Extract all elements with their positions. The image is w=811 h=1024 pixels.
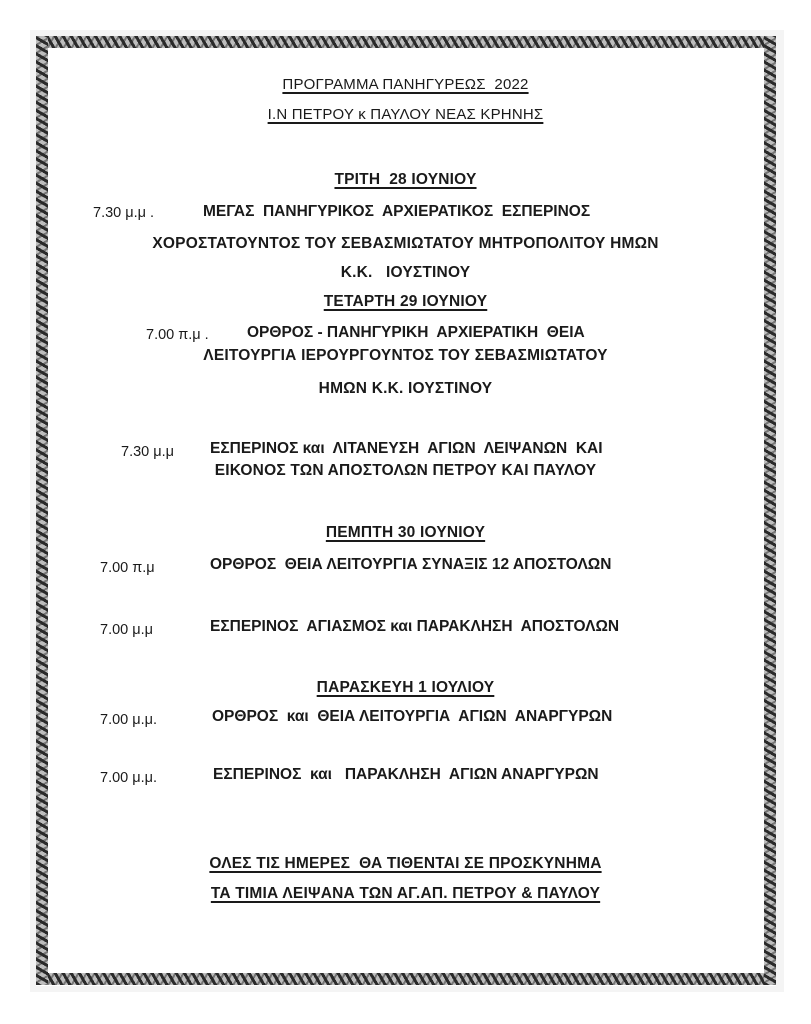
day-heading-friday: ΠΑΡΑΣΚΕΥΗ 1 ΙΟΥΛΙΟΥ: [316, 679, 495, 696]
event-description: ΕΣΠΕΡΙΝΟΣ ΑΓΙΑΣΜΟΣ και ΠΑΡΑΚΛΗΣΗ ΑΠΟΣΤΟΛΩΝ: [210, 618, 620, 635]
document-title: ΠΡΟΓΡΑΜΜΑ ΠΑΝΗΓΥΡΕΩΣ 2022: [282, 76, 529, 93]
event-time: 7.00 π.μ .: [146, 327, 209, 343]
event-description: ΛΕΙΤΟΥΡΓΙΑ ΙΕΡΟΥΡΓΟΥΝΤΟΣ ΤΟΥ ΣΕΒΑΣΜΙΩΤΑΤΟΥ: [203, 347, 608, 364]
event-description: ΟΡΘΡΟΣ ΘΕΙΑ ΛΕΙΤΟΥΡΓΙΑ ΣΥΝΑΞΙΣ 12 ΑΠΟΣΤΟΛΩΝ: [210, 556, 612, 573]
event-time: 7.30 μ.μ .: [93, 205, 155, 221]
footer-note-line-2: ΤΑ ΤΙΜΙΑ ΛΕΙΨΑΝΑ ΤΩΝ ΑΓ.ΑΠ. ΠΕΤΡΟΥ & ΠΑΥΛΟΥ: [210, 885, 601, 902]
event-description: ΕΙΚΟΝΟΣ ΤΩΝ ΑΠΟΣΤΟΛΩΝ ΠΕΤΡΟΥ ΚΑΙ ΠΑΥΛΟΥ: [214, 462, 597, 479]
document-subtitle: Ι.Ν ΠΕΤΡΟΥ κ ΠΑΥΛΟΥ ΝΕΑΣ ΚΡΗΝΗΣ: [267, 106, 544, 123]
day-heading-tuesday: ΤΡΙΤΗ 28 ΙΟΥΝΙΟΥ: [334, 171, 477, 188]
event-time: 7.30 μ.μ: [121, 444, 174, 460]
event-description: ΗΜΩΝ Κ.Κ. ΙΟΥΣΤΙΝΟΥ: [318, 380, 493, 397]
event-time: 7.00 π.μ: [100, 560, 155, 576]
event-description: ΕΣΠΕΡΙΝΟΣ και ΛΙΤΑΝΕΥΣΗ ΑΓΙΩΝ ΛΕΙΨΑΝΩΝ ΚΑΙ: [210, 440, 603, 457]
event-description: ΟΡΘΡΟΣ - ΠΑΝΗΓΥΡΙΚΗ ΑΡΧΙΕΡΑΤΙΚΗ ΘΕΙΑ: [247, 324, 585, 341]
rope-border-bottom: [36, 973, 776, 985]
event-time: 7.00 μ.μ.: [100, 712, 158, 728]
event-description: ΕΣΠΕΡΙΝΟΣ και ΠΑΡΑΚΛΗΣΗ ΑΓΙΩΝ ΑΝΑΡΓΥΡΩΝ: [213, 766, 599, 783]
day-heading-thursday: ΠΕΜΠΤΗ 30 ΙΟΥΝΙΟΥ: [325, 524, 486, 541]
event-time: 7.00 μ.μ.: [100, 770, 158, 786]
day-heading-wednesday: ΤΕΤΑΡΤΗ 29 ΙΟΥΝΙΟΥ: [323, 293, 488, 310]
event-description: ΧΟΡΟΣΤΑΤΟΥΝΤΟΣ ΤΟΥ ΣΕΒΑΣΜΙΩΤΑΤΟΥ ΜΗΤΡΟΠΟΛΙΤΟΥ ΗΜΩΝ: [152, 235, 659, 252]
event-description: ΜΕΓΑΣ ΠΑΝΗΓΥΡΙΚΟΣ ΑΡΧΙΕΡΑΤΙΚΟΣ ΕΣΠΕΡΙΝΟΣ: [203, 203, 591, 220]
event-description: ΟΡΘΡΟΣ και ΘΕΙΑ ΛΕΙΤΟΥΡΓΙΑ ΑΓΙΩΝ ΑΝΑΡΓΥΡΩΝ: [212, 708, 613, 725]
rope-border-top: [36, 36, 776, 48]
event-time: 7.00 μ.μ: [100, 622, 153, 638]
event-description: Κ.Κ. ΙΟΥΣΤΙΝΟΥ: [340, 264, 471, 281]
footer-note-line-1: ΟΛΕΣ ΤΙΣ ΗΜΕΡΕΣ ΘΑ ΤΙΘΕΝΤΑΙ ΣΕ ΠΡΟΣΚΥΝΗΜΑ: [209, 855, 602, 872]
